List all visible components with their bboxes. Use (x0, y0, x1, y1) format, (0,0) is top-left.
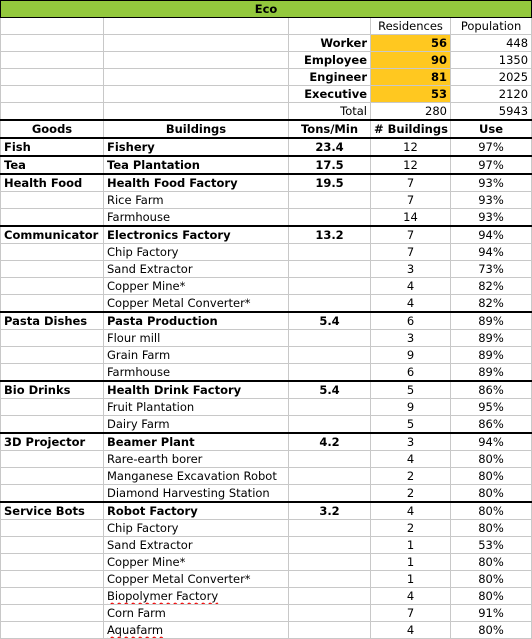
use-cell[interactable]: 97% (451, 138, 532, 156)
title-row (1, 1, 532, 18)
goods-cell[interactable]: Pasta Dishes (1, 312, 104, 330)
count-cell[interactable]: 6 (371, 364, 451, 382)
use-cell[interactable]: 80% (451, 468, 532, 485)
table-row (1, 381, 532, 399)
use-cell[interactable]: 80% (451, 622, 532, 639)
building-cell[interactable]: Robot Factory (104, 502, 289, 520)
empty-cell[interactable] (1, 261, 104, 278)
resident-type[interactable]: Executive (289, 86, 371, 103)
resident-row (1, 35, 532, 52)
building-cell[interactable]: Health Food Factory (104, 174, 289, 192)
tons-cell[interactable]: 13.2 (289, 226, 371, 244)
empty-cell[interactable] (289, 18, 371, 35)
tons-cell[interactable] (289, 554, 371, 571)
empty-cell[interactable] (1, 485, 104, 503)
empty-cell[interactable] (1, 399, 104, 416)
resident-row (1, 86, 532, 103)
use-cell[interactable]: 94% (451, 226, 532, 244)
building-cell[interactable]: Farmhouse (104, 364, 289, 382)
tons-header[interactable]: Tons/Min (289, 120, 371, 138)
tons-cell[interactable] (289, 209, 371, 227)
tons-cell[interactable] (289, 571, 371, 588)
use-cell[interactable]: 86% (451, 416, 532, 434)
total-row (1, 103, 532, 121)
empty-cell[interactable] (1, 69, 104, 86)
tons-cell[interactable] (289, 278, 371, 295)
building-cell[interactable]: Copper Metal Converter* (104, 571, 289, 588)
table-row (1, 622, 532, 639)
use-cell[interactable]: 53% (451, 537, 532, 554)
building-cell[interactable]: Corn Farm (104, 605, 289, 622)
tons-cell[interactable] (289, 399, 371, 416)
empty-cell[interactable] (104, 35, 289, 52)
goods-cell[interactable]: Communicator (1, 226, 104, 244)
total-population[interactable]: 5943 (451, 103, 532, 121)
building-cell[interactable]: Health Drink Factory (104, 381, 289, 399)
empty-cell[interactable] (1, 364, 104, 382)
count-cell[interactable]: 4 (371, 622, 451, 639)
count-cell[interactable]: 2 (371, 520, 451, 537)
table-row (1, 588, 532, 605)
residences-header[interactable]: Residences (371, 18, 451, 35)
tons-cell[interactable] (289, 588, 371, 605)
empty-cell[interactable] (1, 520, 104, 537)
empty-cell[interactable] (1, 451, 104, 468)
table-row (1, 278, 532, 295)
empty-cell[interactable] (1, 103, 104, 121)
table-row (1, 156, 532, 174)
table-row (1, 364, 532, 382)
tons-cell[interactable] (289, 451, 371, 468)
tons-cell[interactable] (289, 622, 371, 639)
building-cell[interactable]: Pasta Production (104, 312, 289, 330)
tons-cell[interactable]: 17.5 (289, 156, 371, 174)
table-row (1, 468, 532, 485)
goods-cell[interactable]: Fish (1, 138, 104, 156)
tons-cell[interactable]: 5.4 (289, 312, 371, 330)
tons-cell[interactable] (289, 416, 371, 434)
use-cell[interactable]: 97% (451, 156, 532, 174)
empty-cell[interactable] (1, 86, 104, 103)
count-header[interactable]: # Buildings (371, 120, 451, 138)
use-cell[interactable]: 80% (451, 520, 532, 537)
empty-cell[interactable] (104, 86, 289, 103)
count-cell[interactable]: 1 (371, 571, 451, 588)
count-cell[interactable]: 3 (371, 433, 451, 451)
table-row (1, 416, 532, 434)
resident-type[interactable]: Engineer (289, 69, 371, 86)
building-cell[interactable]: Flour mill (104, 330, 289, 347)
count-cell[interactable]: 3 (371, 330, 451, 347)
table-row (1, 485, 532, 503)
use-cell[interactable]: 89% (451, 364, 532, 382)
use-cell[interactable]: 82% (451, 278, 532, 295)
use-cell[interactable]: 95% (451, 399, 532, 416)
tons-cell[interactable] (289, 295, 371, 313)
table-row (1, 554, 532, 571)
resident-population[interactable]: 2025 (451, 69, 532, 86)
use-cell[interactable]: 89% (451, 312, 532, 330)
table-row (1, 399, 532, 416)
empty-cell[interactable] (1, 347, 104, 364)
use-cell[interactable]: 86% (451, 381, 532, 399)
use-cell[interactable]: 80% (451, 571, 532, 588)
table-row (1, 571, 532, 588)
table-row (1, 330, 532, 347)
building-cell[interactable]: Tea Plantation (104, 156, 289, 174)
empty-cell[interactable] (1, 295, 104, 313)
empty-cell[interactable] (104, 103, 289, 121)
count-cell[interactable]: 1 (371, 537, 451, 554)
building-cell[interactable]: Copper Metal Converter* (104, 295, 289, 313)
count-cell[interactable]: 1 (371, 554, 451, 571)
building-cell[interactable]: Dairy Farm (104, 416, 289, 434)
empty-cell[interactable] (1, 554, 104, 571)
table-row (1, 451, 532, 468)
resident-type[interactable]: Worker (289, 35, 371, 52)
use-cell[interactable]: 73% (451, 261, 532, 278)
use-cell[interactable]: 89% (451, 330, 532, 347)
table-row (1, 174, 532, 192)
goods-header[interactable]: Goods (1, 120, 104, 138)
table-row (1, 226, 532, 244)
count-cell[interactable]: 14 (371, 209, 451, 227)
count-cell[interactable]: 9 (371, 399, 451, 416)
table-row (1, 502, 532, 520)
use-cell[interactable]: 80% (451, 588, 532, 605)
building-cell[interactable]: Fruit Plantation (104, 399, 289, 416)
building-cell[interactable]: Grain Farm (104, 347, 289, 364)
use-cell[interactable]: 89% (451, 347, 532, 364)
use-cell[interactable]: 80% (451, 554, 532, 571)
count-cell[interactable]: 5 (371, 381, 451, 399)
empty-cell[interactable] (1, 35, 104, 52)
use-cell[interactable]: 93% (451, 209, 532, 227)
use-cell[interactable]: 94% (451, 433, 532, 451)
building-cell[interactable]: Beamer Plant (104, 433, 289, 451)
resident-residences[interactable]: 53 (371, 86, 451, 103)
count-cell[interactable]: 5 (371, 416, 451, 434)
tons-cell[interactable]: 23.4 (289, 138, 371, 156)
tons-cell[interactable] (289, 192, 371, 209)
count-cell[interactable]: 4 (371, 588, 451, 605)
use-header[interactable]: Use (451, 120, 532, 138)
count-cell[interactable]: 2 (371, 485, 451, 503)
building-cell[interactable]: Sand Extractor (104, 261, 289, 278)
use-cell[interactable]: 80% (451, 502, 532, 520)
count-cell[interactable]: 12 (371, 156, 451, 174)
count-cell[interactable]: 7 (371, 605, 451, 622)
count-cell[interactable]: 4 (371, 278, 451, 295)
tons-cell[interactable] (289, 244, 371, 261)
tons-cell[interactable] (289, 261, 371, 278)
building-cell[interactable] (104, 622, 289, 639)
count-cell[interactable]: 7 (371, 174, 451, 192)
table-row (1, 347, 532, 364)
empty-cell[interactable] (104, 69, 289, 86)
spellcheck-text: Biopolymer Factory (107, 589, 219, 603)
resident-row (1, 52, 532, 69)
building-cell[interactable]: Copper Mine* (104, 554, 289, 571)
goods-cell[interactable]: Health Food (1, 174, 104, 192)
goods-cell[interactable]: Service Bots (1, 502, 104, 520)
use-cell[interactable]: 80% (451, 451, 532, 468)
count-cell[interactable]: 3 (371, 261, 451, 278)
count-cell[interactable]: 7 (371, 192, 451, 209)
use-cell[interactable]: 93% (451, 174, 532, 192)
resident-type[interactable]: Employee (289, 52, 371, 69)
table-row (1, 312, 532, 330)
empty-cell[interactable] (1, 416, 104, 434)
column-header-row (1, 120, 532, 138)
empty-cell[interactable] (1, 588, 104, 605)
empty-cell[interactable] (1, 52, 104, 69)
count-cell[interactable]: 6 (371, 312, 451, 330)
empty-cell[interactable] (104, 52, 289, 69)
tons-cell[interactable]: 4.2 (289, 433, 371, 451)
building-cell[interactable]: Sand Extractor (104, 537, 289, 554)
building-cell[interactable]: Fishery (104, 138, 289, 156)
total-residences[interactable]: 280 (371, 103, 451, 121)
empty-cell[interactable] (1, 330, 104, 347)
building-cell[interactable]: Chip Factory (104, 520, 289, 537)
empty-cell[interactable] (1, 537, 104, 554)
tons-cell[interactable] (289, 520, 371, 537)
building-cell[interactable]: Diamond Harvesting Station (104, 485, 289, 503)
table-row (1, 244, 532, 261)
goods-cell[interactable]: 3D Projector (1, 433, 104, 451)
empty-cell[interactable] (1, 209, 104, 227)
count-cell[interactable]: 9 (371, 347, 451, 364)
population-header[interactable]: Population (451, 18, 532, 35)
tons-cell[interactable] (289, 485, 371, 503)
resident-residences[interactable]: 81 (371, 69, 451, 86)
empty-cell[interactable] (104, 18, 289, 35)
sheet-title-cell[interactable]: Eco (1, 1, 532, 18)
residents-header-row (1, 18, 532, 35)
building-cell[interactable]: Electronics Factory (104, 226, 289, 244)
building-cell[interactable]: Farmhouse (104, 209, 289, 227)
count-cell[interactable]: 4 (371, 295, 451, 313)
building-cell[interactable]: Rare-earth borer (104, 451, 289, 468)
resident-population[interactable]: 1350 (451, 52, 532, 69)
empty-cell[interactable] (1, 244, 104, 261)
building-cell[interactable]: Chip Factory (104, 244, 289, 261)
building-cell[interactable]: Rice Farm (104, 192, 289, 209)
use-cell[interactable]: 94% (451, 244, 532, 261)
tons-cell[interactable] (289, 364, 371, 382)
use-cell[interactable]: 91% (451, 605, 532, 622)
resident-residences[interactable]: 90 (371, 52, 451, 69)
use-cell[interactable]: 82% (451, 295, 532, 313)
count-cell[interactable]: 12 (371, 138, 451, 156)
tons-cell[interactable] (289, 347, 371, 364)
resident-residences[interactable]: 56 (371, 35, 451, 52)
count-cell[interactable]: 7 (371, 226, 451, 244)
table-row (1, 520, 532, 537)
table-row (1, 433, 532, 451)
tons-cell[interactable]: 19.5 (289, 174, 371, 192)
table-row (1, 605, 532, 622)
total-label[interactable]: Total (289, 103, 371, 121)
tons-cell[interactable] (289, 330, 371, 347)
buildings-header[interactable]: Buildings (104, 120, 289, 138)
resident-row (1, 69, 532, 86)
building-cell[interactable]: Manganese Excavation Robot (104, 468, 289, 485)
table-row (1, 537, 532, 554)
tons-cell[interactable]: 3.2 (289, 502, 371, 520)
empty-cell[interactable] (1, 18, 104, 35)
empty-cell[interactable] (1, 571, 104, 588)
tons-cell[interactable] (289, 537, 371, 554)
table-row (1, 209, 532, 227)
empty-cell[interactable] (1, 468, 104, 485)
tons-cell[interactable] (289, 605, 371, 622)
count-cell[interactable]: 2 (371, 468, 451, 485)
spellcheck-text: Aquafarm (107, 623, 164, 637)
empty-cell[interactable] (1, 278, 104, 295)
building-cell[interactable]: Copper Mine* (104, 278, 289, 295)
empty-cell[interactable] (1, 605, 104, 622)
goods-cell[interactable]: Tea (1, 156, 104, 174)
table-row (1, 295, 532, 313)
tons-cell[interactable] (289, 468, 371, 485)
goods-cell[interactable]: Bio Drinks (1, 381, 104, 399)
table-row (1, 261, 532, 278)
use-cell[interactable]: 80% (451, 485, 532, 503)
count-cell[interactable]: 7 (371, 244, 451, 261)
use-cell[interactable]: 93% (451, 192, 532, 209)
count-cell[interactable]: 4 (371, 451, 451, 468)
tons-cell[interactable]: 5.4 (289, 381, 371, 399)
table-row (1, 192, 532, 209)
resident-population[interactable]: 2120 (451, 86, 532, 103)
resident-population[interactable]: 448 (451, 35, 532, 52)
building-cell[interactable] (104, 588, 289, 605)
empty-cell[interactable] (1, 622, 104, 639)
count-cell[interactable]: 4 (371, 502, 451, 520)
table-row (1, 138, 532, 156)
empty-cell[interactable] (1, 192, 104, 209)
spreadsheet-body (1, 1, 532, 639)
